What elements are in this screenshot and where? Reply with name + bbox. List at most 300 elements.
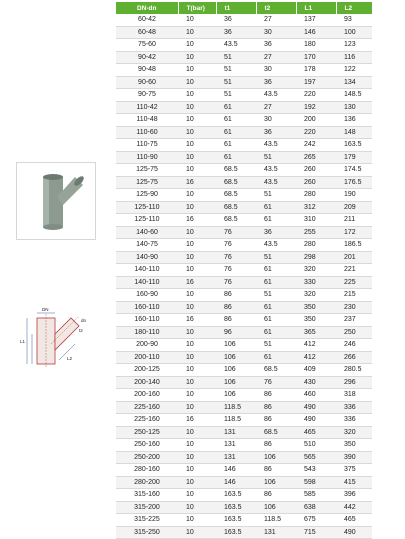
table-cell: 412 bbox=[296, 339, 336, 352]
table-cell: 180-110 bbox=[116, 326, 178, 339]
table-cell: 220 bbox=[296, 89, 336, 102]
table-cell: 510 bbox=[296, 439, 336, 452]
table-cell: 10 bbox=[178, 426, 216, 439]
table-cell: 68.5 bbox=[216, 201, 256, 214]
table-cell: 10 bbox=[178, 14, 216, 26]
table-cell: 93 bbox=[336, 14, 372, 26]
table-cell: 336 bbox=[336, 414, 372, 427]
table-cell: 131 bbox=[256, 526, 296, 539]
table-cell: 315-250 bbox=[116, 526, 178, 539]
table-cell: 163.5 bbox=[216, 501, 256, 514]
table-cell: 118.5 bbox=[256, 514, 296, 527]
table-cell: 68.5 bbox=[216, 176, 256, 189]
table-row bbox=[116, 514, 372, 527]
table-row bbox=[116, 239, 372, 252]
table-cell: 10 bbox=[178, 364, 216, 377]
table-cell: 134 bbox=[336, 76, 372, 89]
table-cell: 61 bbox=[256, 264, 296, 277]
table-cell: 68.5 bbox=[256, 364, 296, 377]
table-cell: 61 bbox=[256, 326, 296, 339]
table-cell: 237 bbox=[336, 314, 372, 327]
table-cell: 76 bbox=[216, 226, 256, 239]
table-cell: 10 bbox=[178, 326, 216, 339]
table-cell: 27 bbox=[256, 101, 296, 114]
table-cell: 638 bbox=[296, 501, 336, 514]
table-row bbox=[116, 314, 372, 327]
table-cell: 36 bbox=[216, 26, 256, 39]
table-cell: 160-110 bbox=[116, 314, 178, 327]
table-cell: 174.5 bbox=[336, 164, 372, 177]
table-cell: 51 bbox=[216, 89, 256, 102]
table-cell: 140-60 bbox=[116, 226, 178, 239]
table-cell: 396 bbox=[336, 489, 372, 502]
table-cell: 76 bbox=[216, 251, 256, 264]
table-row bbox=[116, 214, 372, 227]
table-cell: 365 bbox=[296, 326, 336, 339]
table-row bbox=[116, 526, 372, 539]
table-cell: 148 bbox=[336, 126, 372, 139]
table-cell: 221 bbox=[336, 264, 372, 277]
table-cell: 60-48 bbox=[116, 26, 178, 39]
table-cell: 118.5 bbox=[216, 414, 256, 427]
table-cell: 250-200 bbox=[116, 451, 178, 464]
table-cell: 246 bbox=[336, 339, 372, 352]
table-cell: 61 bbox=[256, 276, 296, 289]
table-row bbox=[116, 164, 372, 177]
table-cell: 176.5 bbox=[336, 176, 372, 189]
table-cell: 10 bbox=[178, 139, 216, 152]
table-cell: 96 bbox=[216, 326, 256, 339]
table-cell: 10 bbox=[178, 289, 216, 302]
table-cell: 412 bbox=[296, 351, 336, 364]
table-cell: 10 bbox=[178, 251, 216, 264]
table-row bbox=[116, 226, 372, 239]
table-cell: 490 bbox=[336, 526, 372, 539]
table-cell: 140-90 bbox=[116, 251, 178, 264]
table-cell: 10 bbox=[178, 501, 216, 514]
table-cell: 116 bbox=[336, 51, 372, 64]
table-row bbox=[116, 89, 372, 102]
table-cell: 36 bbox=[256, 126, 296, 139]
table-row bbox=[116, 439, 372, 452]
table-cell: 125-110 bbox=[116, 201, 178, 214]
table-cell: 192 bbox=[296, 101, 336, 114]
table-cell: 131 bbox=[216, 451, 256, 464]
table-cell: 61 bbox=[256, 201, 296, 214]
table-cell: 201 bbox=[336, 251, 372, 264]
table-row bbox=[116, 176, 372, 189]
table-cell: 10 bbox=[178, 64, 216, 77]
table-cell: 27 bbox=[256, 14, 296, 26]
dimension-drawing-icon bbox=[15, 304, 105, 374]
table-cell: 10 bbox=[178, 339, 216, 352]
table-cell: 10 bbox=[178, 51, 216, 64]
table-cell: 10 bbox=[178, 514, 216, 527]
table-cell: 260 bbox=[296, 176, 336, 189]
table-cell: 75-60 bbox=[116, 39, 178, 52]
table-cell: 163.5 bbox=[216, 489, 256, 502]
spec-table bbox=[116, 2, 373, 539]
table-cell: 10 bbox=[178, 476, 216, 489]
table-cell: 180 bbox=[296, 39, 336, 52]
table-row bbox=[116, 476, 372, 489]
table-row bbox=[116, 414, 372, 427]
table-cell: 565 bbox=[296, 451, 336, 464]
table-cell: 280 bbox=[296, 189, 336, 202]
table-cell: 10 bbox=[178, 89, 216, 102]
table-cell: 250-125 bbox=[116, 426, 178, 439]
dn-small-label: dn bbox=[81, 318, 87, 323]
table-cell: 10 bbox=[178, 26, 216, 39]
table-cell: 10 bbox=[178, 351, 216, 364]
table-cell: 215 bbox=[336, 289, 372, 302]
table-cell: 140-110 bbox=[116, 264, 178, 277]
table-cell: 100 bbox=[336, 26, 372, 39]
header-l2: L2 bbox=[336, 2, 372, 14]
table-cell: 43.5 bbox=[256, 176, 296, 189]
table-row bbox=[116, 114, 372, 127]
table-cell: 10 bbox=[178, 114, 216, 127]
table-cell: 86 bbox=[256, 439, 296, 452]
table-cell: 27 bbox=[256, 51, 296, 64]
table-cell: 118.5 bbox=[216, 401, 256, 414]
table-cell: 106 bbox=[216, 364, 256, 377]
table-row bbox=[116, 289, 372, 302]
table-cell: 350 bbox=[296, 314, 336, 327]
table-cell: 61 bbox=[216, 114, 256, 127]
table-cell: 10 bbox=[178, 301, 216, 314]
table-row bbox=[116, 276, 372, 289]
table-row bbox=[116, 201, 372, 214]
table-row bbox=[116, 264, 372, 277]
table-cell: 265 bbox=[296, 151, 336, 164]
table-cell: 10 bbox=[178, 151, 216, 164]
table-cell: 266 bbox=[336, 351, 372, 364]
table-cell: 320 bbox=[296, 289, 336, 302]
table-cell: 200 bbox=[296, 114, 336, 127]
table-cell: 315-160 bbox=[116, 489, 178, 502]
table-cell: 136 bbox=[336, 114, 372, 127]
table-cell: 36 bbox=[256, 76, 296, 89]
table-cell: 51 bbox=[256, 339, 296, 352]
table-row bbox=[116, 64, 372, 77]
table-cell: 16 bbox=[178, 414, 216, 427]
table-cell: 68.5 bbox=[256, 426, 296, 439]
table-cell: 225-160 bbox=[116, 414, 178, 427]
table-cell: 190 bbox=[336, 189, 372, 202]
table-row bbox=[116, 401, 372, 414]
table-cell: 160-110 bbox=[116, 301, 178, 314]
table-cell: 43.5 bbox=[216, 39, 256, 52]
table-cell: 86 bbox=[256, 401, 296, 414]
table-cell: 318 bbox=[336, 389, 372, 402]
table-cell: 16 bbox=[178, 176, 216, 189]
table-cell: 61 bbox=[216, 101, 256, 114]
table-cell: 390 bbox=[336, 451, 372, 464]
table-cell: 146 bbox=[216, 476, 256, 489]
table-cell: 61 bbox=[216, 126, 256, 139]
table-cell: 312 bbox=[296, 201, 336, 214]
table-cell: 172 bbox=[336, 226, 372, 239]
table-cell: 122 bbox=[336, 64, 372, 77]
table-row bbox=[116, 14, 372, 26]
table-row bbox=[116, 426, 372, 439]
table-cell: 197 bbox=[296, 76, 336, 89]
table-cell: 675 bbox=[296, 514, 336, 527]
table-cell: 131 bbox=[216, 426, 256, 439]
table-cell: 51 bbox=[216, 64, 256, 77]
table-cell: 10 bbox=[178, 451, 216, 464]
table-cell: 86 bbox=[216, 301, 256, 314]
table-cell: 10 bbox=[178, 201, 216, 214]
table-row bbox=[116, 39, 372, 52]
table-cell: 225-160 bbox=[116, 401, 178, 414]
table-cell: 51 bbox=[256, 151, 296, 164]
table-cell: 137 bbox=[296, 14, 336, 26]
table-cell: 130 bbox=[336, 101, 372, 114]
table-cell: 179 bbox=[336, 151, 372, 164]
table-cell: 10 bbox=[178, 39, 216, 52]
table-cell: 43.5 bbox=[256, 89, 296, 102]
table-row bbox=[116, 339, 372, 352]
table-cell: 163.5 bbox=[216, 514, 256, 527]
table-cell: 10 bbox=[178, 239, 216, 252]
table-cell: 61 bbox=[216, 139, 256, 152]
table-cell: 10 bbox=[178, 101, 216, 114]
table-cell: 220 bbox=[296, 126, 336, 139]
header-t1: t1 bbox=[216, 2, 256, 14]
table-cell: 61 bbox=[256, 314, 296, 327]
table-cell: 296 bbox=[336, 376, 372, 389]
table-cell: 86 bbox=[256, 464, 296, 477]
table-row bbox=[116, 364, 372, 377]
table-cell: 16 bbox=[178, 314, 216, 327]
table-cell: 10 bbox=[178, 164, 216, 177]
table-row bbox=[116, 189, 372, 202]
table-cell: 90-48 bbox=[116, 64, 178, 77]
table-cell: 10 bbox=[178, 526, 216, 539]
table-cell: 330 bbox=[296, 276, 336, 289]
table-row bbox=[116, 501, 372, 514]
table-cell: 230 bbox=[336, 301, 372, 314]
table-cell: 51 bbox=[256, 251, 296, 264]
table-row bbox=[116, 489, 372, 502]
table-cell: 280.5 bbox=[336, 364, 372, 377]
product-photo bbox=[16, 162, 96, 240]
table-cell: 10 bbox=[178, 464, 216, 477]
table-row bbox=[116, 151, 372, 164]
table-cell: 10 bbox=[178, 376, 216, 389]
table-cell: 106 bbox=[256, 501, 296, 514]
header-pressure: T(bar) bbox=[178, 2, 216, 14]
dn-label: DN bbox=[42, 307, 49, 312]
table-cell: 178 bbox=[296, 64, 336, 77]
table-cell: 51 bbox=[256, 289, 296, 302]
table-row bbox=[116, 76, 372, 89]
table-cell: 298 bbox=[296, 251, 336, 264]
table-cell: 90-60 bbox=[116, 76, 178, 89]
table-cell: 68.5 bbox=[216, 164, 256, 177]
table-cell: 10 bbox=[178, 264, 216, 277]
table-row bbox=[116, 464, 372, 477]
header-l1: L1 bbox=[296, 2, 336, 14]
table-cell: 36 bbox=[256, 39, 296, 52]
table-cell: 350 bbox=[296, 301, 336, 314]
table-cell: 255 bbox=[296, 226, 336, 239]
table-cell: 140-75 bbox=[116, 239, 178, 252]
table-cell: 409 bbox=[296, 364, 336, 377]
table-cell: 106 bbox=[216, 376, 256, 389]
table-cell: 30 bbox=[256, 64, 296, 77]
table-cell: 36 bbox=[216, 14, 256, 26]
table-row bbox=[116, 126, 372, 139]
table-cell: 43.5 bbox=[256, 139, 296, 152]
table-cell: 43.5 bbox=[256, 239, 296, 252]
table-cell: 106 bbox=[256, 476, 296, 489]
table-cell: 310 bbox=[296, 214, 336, 227]
table-cell: 465 bbox=[336, 514, 372, 527]
table-cell: 90-42 bbox=[116, 51, 178, 64]
table-cell: 125-75 bbox=[116, 176, 178, 189]
table-cell: 315-200 bbox=[116, 501, 178, 514]
table-cell: 16 bbox=[178, 276, 216, 289]
table-cell: 61 bbox=[256, 214, 296, 227]
table-cell: 543 bbox=[296, 464, 336, 477]
t2-label: t2 bbox=[79, 328, 83, 333]
table-row bbox=[116, 101, 372, 114]
table-row bbox=[116, 51, 372, 64]
table-row bbox=[116, 389, 372, 402]
table-cell: 86 bbox=[216, 289, 256, 302]
table-cell: 10 bbox=[178, 489, 216, 502]
table-cell: 106 bbox=[216, 351, 256, 364]
table-cell: 68.5 bbox=[216, 214, 256, 227]
table-cell: 61 bbox=[216, 151, 256, 164]
table-row bbox=[116, 139, 372, 152]
table-cell: 415 bbox=[336, 476, 372, 489]
table-cell: 200-160 bbox=[116, 389, 178, 402]
table-row bbox=[116, 26, 372, 39]
table-cell: 148.5 bbox=[336, 89, 372, 102]
table-cell: 123 bbox=[336, 39, 372, 52]
table-cell: 442 bbox=[336, 501, 372, 514]
table-cell: 242 bbox=[296, 139, 336, 152]
table-row bbox=[116, 451, 372, 464]
table-cell: 200-125 bbox=[116, 364, 178, 377]
table-cell: 30 bbox=[256, 26, 296, 39]
table-cell: 490 bbox=[296, 401, 336, 414]
table-cell: 86 bbox=[216, 314, 256, 327]
table-cell: 131 bbox=[216, 439, 256, 452]
y-branch-fitting-icon bbox=[17, 163, 95, 239]
technical-drawing bbox=[15, 304, 105, 374]
table-row bbox=[116, 251, 372, 264]
table-cell: 110-75 bbox=[116, 139, 178, 152]
table-cell: 76 bbox=[256, 376, 296, 389]
table-cell: 146 bbox=[296, 26, 336, 39]
table-cell: 146 bbox=[216, 464, 256, 477]
table-cell: 320 bbox=[336, 426, 372, 439]
table-cell: 51 bbox=[216, 76, 256, 89]
table-cell: 280-200 bbox=[116, 476, 178, 489]
table-cell: 200-140 bbox=[116, 376, 178, 389]
table-cell: 160-90 bbox=[116, 289, 178, 302]
table-cell: 315-225 bbox=[116, 514, 178, 527]
table-cell: 10 bbox=[178, 389, 216, 402]
table-cell: 460 bbox=[296, 389, 336, 402]
table-cell: 336 bbox=[336, 401, 372, 414]
table-cell: 350 bbox=[336, 439, 372, 452]
table-cell: 200-90 bbox=[116, 339, 178, 352]
table-cell: 110-90 bbox=[116, 151, 178, 164]
table-cell: 30 bbox=[256, 114, 296, 127]
table-cell: 16 bbox=[178, 214, 216, 227]
table-cell: 320 bbox=[296, 264, 336, 277]
table-cell: 163.5 bbox=[216, 526, 256, 539]
table-cell: 76 bbox=[216, 264, 256, 277]
header-dn: DN-dn bbox=[116, 2, 178, 14]
table-cell: 225 bbox=[336, 276, 372, 289]
table-header-row bbox=[116, 2, 372, 14]
table-cell: 375 bbox=[336, 464, 372, 477]
table-cell: 10 bbox=[178, 401, 216, 414]
table-cell: 106 bbox=[256, 451, 296, 464]
table-cell: 125-90 bbox=[116, 189, 178, 202]
table-cell: 250-160 bbox=[116, 439, 178, 452]
table-cell: 90-75 bbox=[116, 89, 178, 102]
table-cell: 598 bbox=[296, 476, 336, 489]
table-cell: 76 bbox=[216, 276, 256, 289]
table-cell: 280-160 bbox=[116, 464, 178, 477]
table-cell: 280 bbox=[296, 239, 336, 252]
table-cell: 260 bbox=[296, 164, 336, 177]
table-cell: 430 bbox=[296, 376, 336, 389]
table-cell: 61 bbox=[256, 301, 296, 314]
table-cell: 68.5 bbox=[216, 189, 256, 202]
table-row bbox=[116, 351, 372, 364]
table-cell: 125-110 bbox=[116, 214, 178, 227]
table-cell: 51 bbox=[256, 189, 296, 202]
table-cell: 170 bbox=[296, 51, 336, 64]
table-cell: 200-110 bbox=[116, 351, 178, 364]
table-cell: 106 bbox=[216, 389, 256, 402]
table-cell: 10 bbox=[178, 189, 216, 202]
table-cell: 10 bbox=[178, 439, 216, 452]
table-cell: 86 bbox=[256, 489, 296, 502]
table-cell: 10 bbox=[178, 126, 216, 139]
table-cell: 60-42 bbox=[116, 14, 178, 26]
table-cell: 110-48 bbox=[116, 114, 178, 127]
table-cell: 10 bbox=[178, 76, 216, 89]
table-cell: 76 bbox=[216, 239, 256, 252]
table-cell: 140-110 bbox=[116, 276, 178, 289]
table-cell: 86 bbox=[256, 389, 296, 402]
table-cell: 209 bbox=[336, 201, 372, 214]
table-cell: 250 bbox=[336, 326, 372, 339]
table-cell: 211 bbox=[336, 214, 372, 227]
l2-label: L2 bbox=[67, 356, 73, 361]
table-cell: 10 bbox=[178, 226, 216, 239]
table-cell: 36 bbox=[256, 226, 296, 239]
table-cell: 43.5 bbox=[256, 164, 296, 177]
table-cell: 106 bbox=[216, 339, 256, 352]
table-cell: 51 bbox=[216, 51, 256, 64]
table-cell: 465 bbox=[296, 426, 336, 439]
table-cell: 585 bbox=[296, 489, 336, 502]
l1-label: L1 bbox=[20, 339, 26, 344]
table-cell: 163.5 bbox=[336, 139, 372, 152]
table-cell: 61 bbox=[256, 351, 296, 364]
